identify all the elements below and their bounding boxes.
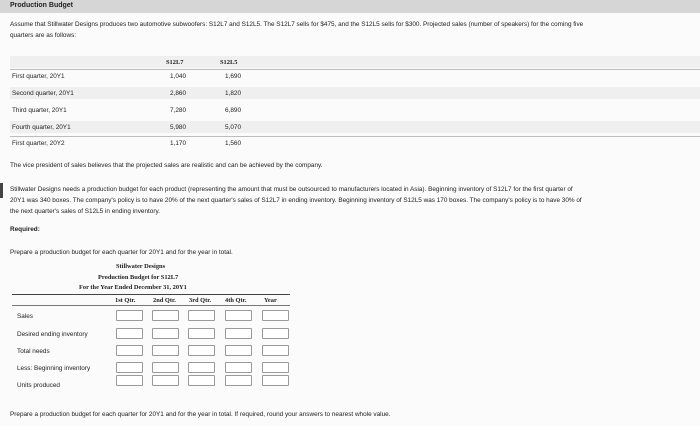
budget-title: Production Budget for S12L7	[98, 274, 179, 281]
paragraph-line-3: the next quarter's sales of S12L5 in ending inventory.	[10, 208, 160, 215]
budget-row-beginning-inventory: Less: Beginning inventory	[17, 365, 91, 372]
units-produced-year-input[interactable]	[262, 375, 289, 386]
col-1st-qtr: 1st Qtr.	[115, 297, 136, 304]
beginning-inventory-q3-input[interactable]	[188, 362, 215, 373]
section-marker	[0, 183, 3, 198]
budget-company: Stillwater Designs	[116, 263, 166, 270]
sales-q4-input[interactable]	[225, 310, 252, 321]
budget-header-rule	[12, 294, 290, 295]
row-label-4: First quarter, 20Y2	[12, 140, 65, 147]
instruction-text: Prepare a production budget for each quarter for 20Y1 and for the year in total.	[10, 249, 233, 256]
ending-inventory-q4-input[interactable]	[225, 328, 252, 339]
beginning-inventory-q1-input[interactable]	[116, 362, 143, 373]
required-heading: Required:	[10, 226, 40, 233]
sales-q3-input[interactable]	[188, 310, 215, 321]
col-4th-qtr: 4th Qtr.	[225, 297, 247, 304]
budget-row-units-produced: Units produced	[17, 382, 60, 389]
row-label-3: Fourth quarter, 20Y1	[12, 124, 71, 131]
row-label-2: Third quarter, 20Y1	[12, 107, 67, 114]
budget-row-sales: Sales	[17, 313, 33, 320]
cell-s12l7-3: 5,980	[170, 124, 186, 131]
ending-inventory-q3-input[interactable]	[188, 328, 215, 339]
cell-s12l7-2: 7,280	[170, 107, 186, 114]
cell-s12l5-2: 6,890	[225, 107, 241, 114]
cell-s12l7-4: 1,170	[170, 140, 186, 147]
units-produced-q1-input[interactable]	[116, 375, 143, 386]
title-bar	[0, 0, 700, 13]
beginning-inventory-q2-input[interactable]	[152, 362, 179, 373]
total-needs-year-input[interactable]	[262, 345, 289, 356]
cell-s12l7-0: 1,040	[170, 73, 186, 80]
sales-q1-input[interactable]	[116, 310, 143, 321]
total-needs-q3-input[interactable]	[188, 345, 215, 356]
sales-year-input[interactable]	[262, 310, 289, 321]
budget-period: For the Year Ended December 31, 20Y1	[79, 284, 187, 291]
col-year: Year	[264, 297, 277, 304]
total-needs-q4-input[interactable]	[225, 345, 252, 356]
col-header-s12l7: S12L7	[166, 59, 184, 66]
beginning-inventory-q4-input[interactable]	[225, 362, 252, 373]
col-header-s12l5: S12L5	[220, 59, 238, 66]
units-produced-q2-input[interactable]	[152, 375, 179, 386]
units-produced-q3-input[interactable]	[188, 375, 215, 386]
sales-table	[10, 56, 700, 151]
cell-s12l7-1: 2,860	[170, 90, 186, 97]
page-title: Production Budget	[10, 2, 73, 9]
row-label-1: Second quarter, 20Y1	[12, 90, 74, 97]
statement-text: The vice president of sales believes that the projected sales are realistic and can be achieved by the company.	[10, 162, 323, 169]
intro-line-1: Assume that Stillwater Designs produces two automotive subwoofers: S12L7 and S12L5. The S12L7 sells for $475, and the S12L5 sells for $300. Projected sales (number of speakers) for the coming five	[10, 21, 584, 28]
budget-row-total-needs: Total needs	[17, 348, 50, 355]
budget-column-rule	[12, 305, 290, 306]
paragraph-line-2: 20Y1 was 340 boxes. The company's policy is to have 20% of the next quarter's sales of S12L7 in ending inventory. Beginning inventory of S12L5 was 170 boxes. The company's policy is to have 30% of	[10, 197, 582, 204]
total-needs-q2-input[interactable]	[152, 345, 179, 356]
total-needs-q1-input[interactable]	[116, 345, 143, 356]
paragraph-line-1: Stillwater Designs needs a production budget for each product (representing the amount that must be outsourced to manufacturers located in Asia). Beginning inventory of S12L7 for the first quarter of	[10, 186, 573, 193]
beginning-inventory-year-input[interactable]	[262, 362, 289, 373]
cell-s12l5-0: 1,690	[225, 73, 241, 80]
col-3rd-qtr: 3rd Qtr.	[189, 297, 212, 304]
sales-q2-input[interactable]	[152, 310, 179, 321]
instruction-text-2: Prepare a production budget for each quarter for 20Y1 and for the year in total. If required, round your answers to nearest whole value.	[10, 411, 391, 418]
col-2nd-qtr: 2nd Qtr.	[153, 297, 176, 304]
intro-line-2: quarters are as follows:	[10, 32, 77, 39]
ending-inventory-q1-input[interactable]	[116, 328, 143, 339]
ending-inventory-q2-input[interactable]	[152, 328, 179, 339]
units-produced-q4-input[interactable]	[225, 375, 252, 386]
row-label-0: First quarter, 20Y1	[12, 73, 65, 80]
ending-inventory-year-input[interactable]	[262, 328, 289, 339]
cell-s12l5-4: 1,560	[225, 140, 241, 147]
cell-s12l5-3: 5,070	[225, 124, 241, 131]
budget-row-desired-ending-inventory: Desired ending inventory	[17, 331, 88, 338]
cell-s12l5-1: 1,820	[225, 90, 241, 97]
